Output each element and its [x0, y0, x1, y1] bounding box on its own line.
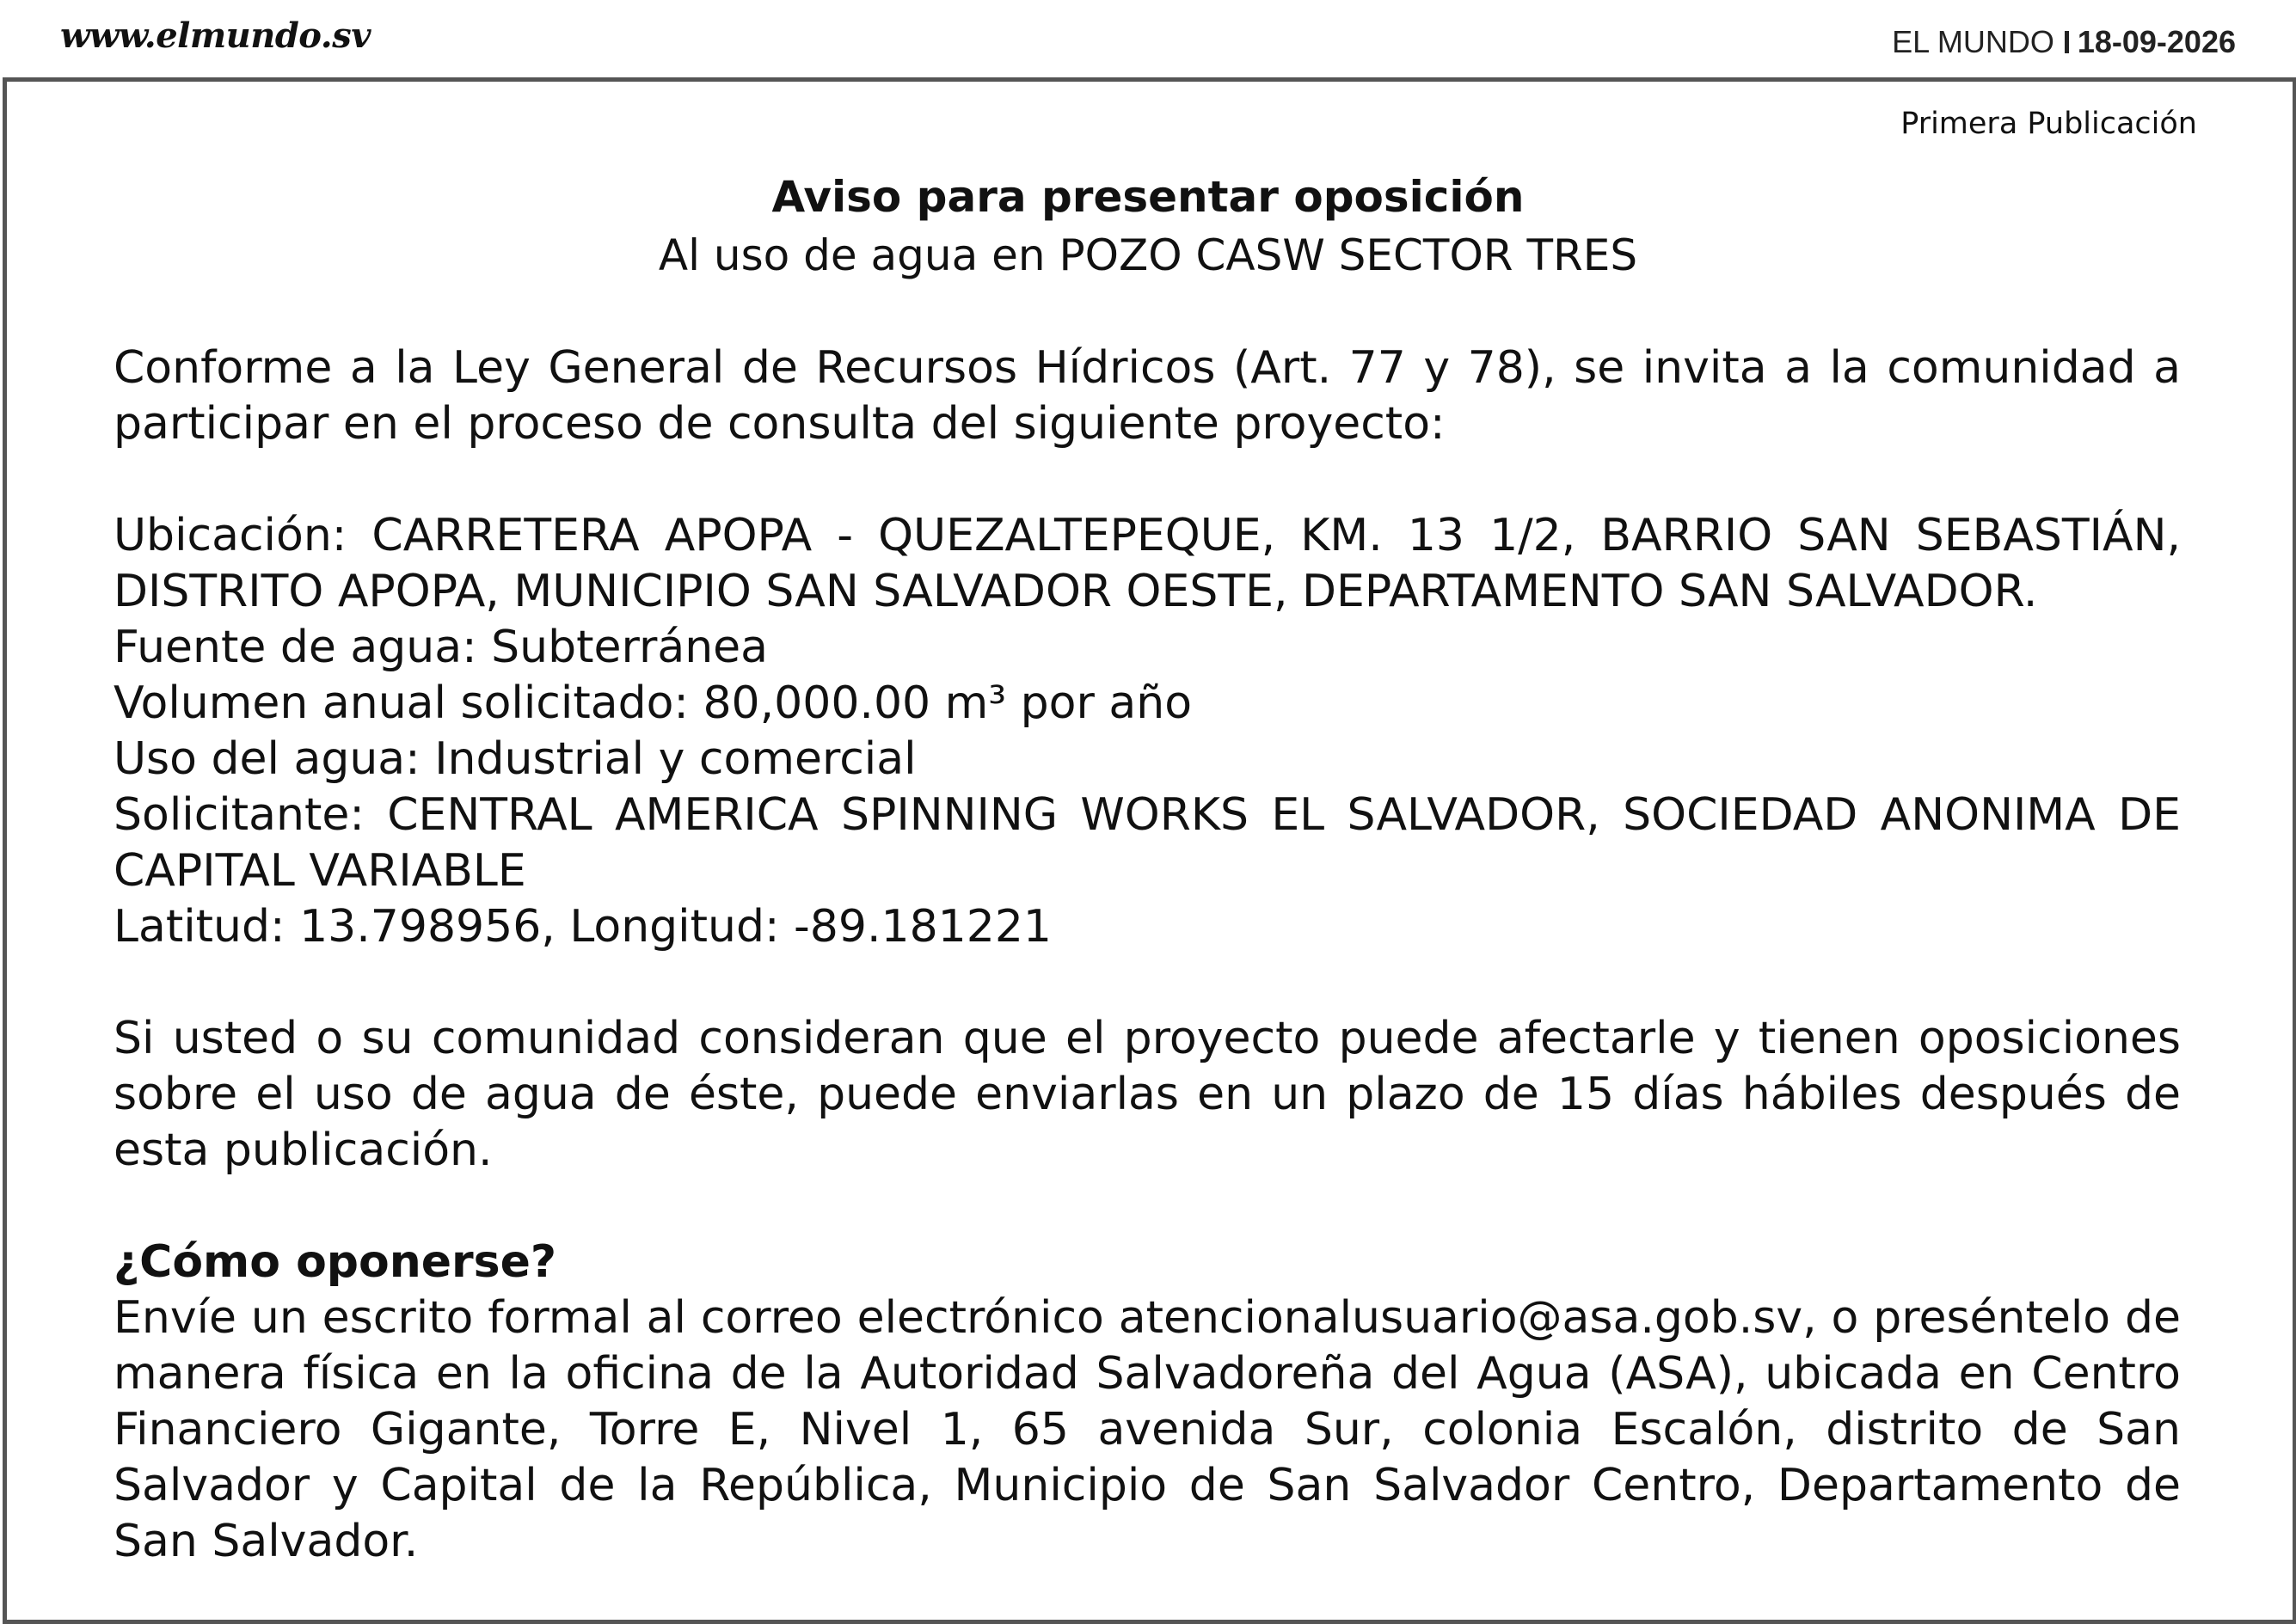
spacer — [114, 955, 2181, 1011]
detail-location: Ubicación: CARRETERA APOPA - QUEZALTEPEQUE, KM. 13 1/2, BARRIO SAN SEBASTIÁN, DISTRITO APOPA, MUNICIPIO SAN SALVADOR OESTE, DEPARTAMENTO SAN SALVADOR. — [114, 510, 2181, 617]
opposition-paragraph: Si usted o su comunidad consideran que el proyecto puede afectarle y tienen oposiciones sobre el uso de agua de éste, puede enviarlas en un plazo de 15 días hábiles después de esta publicación. — [114, 1013, 2181, 1176]
site-url: www.elmundo.sv — [60, 15, 371, 56]
publication-date: 18-09-2026 — [2077, 24, 2236, 59]
detail-annual-volume: Volumen anual solicitado: 80,000.00 m³ por año — [114, 677, 1193, 729]
notice-title: Aviso para presentar oposición — [771, 172, 1525, 222]
spacer — [114, 452, 2181, 508]
header-masthead — [1892, 24, 2236, 60]
notice-subtitle: Al uso de agua en POZO CASW SECTOR TRES — [658, 230, 1638, 280]
detail-coordinates: Latitud: 13.798956, Longitud: -89.181221 — [114, 901, 1052, 953]
paper-name: EL MUNDO — [1892, 24, 2054, 59]
detail-water-use: Uso del agua: Industrial y comercial — [114, 733, 917, 785]
intro-paragraph: Conforme a la Ley General de Recursos Hídricos (Art. 77 y 78), se invita a la comunidad a participar en el proceso de consulta del siguiente proyecto: — [114, 342, 2181, 450]
detail-applicant: Solicitante: CENTRAL AMERICA SPINNING WORKS EL SALVADOR, SOCIEDAD ANONIMA DE CAPITAL VARIABLE — [114, 789, 2181, 897]
spacer — [114, 1179, 2181, 1235]
publication-label: Primera Publicación — [1900, 107, 2197, 141]
how-to-oppose-paragraph: Envíe un escrito formal al correo electrónico atencionalusuario@asa.gob.sv, o preséntelo de manera física en la oficina de la Autoridad Salvadoreña del Agua (ASA), ubicada en Centro Financiero Gigante, Torre E, Nivel 1, 65 avenida Sur, colonia Escalón, distrito de San Salvador y Capital de la República, Municipio de San Salvador Centro, Departamento de San Salvador. — [114, 1292, 2181, 1567]
how-to-oppose-heading: ¿Cómo oponerse? — [114, 1236, 557, 1288]
detail-water-source: Fuente de agua: Subterránea — [114, 622, 769, 673]
notice-body — [114, 340, 2181, 1570]
header-divider — [2065, 31, 2069, 53]
